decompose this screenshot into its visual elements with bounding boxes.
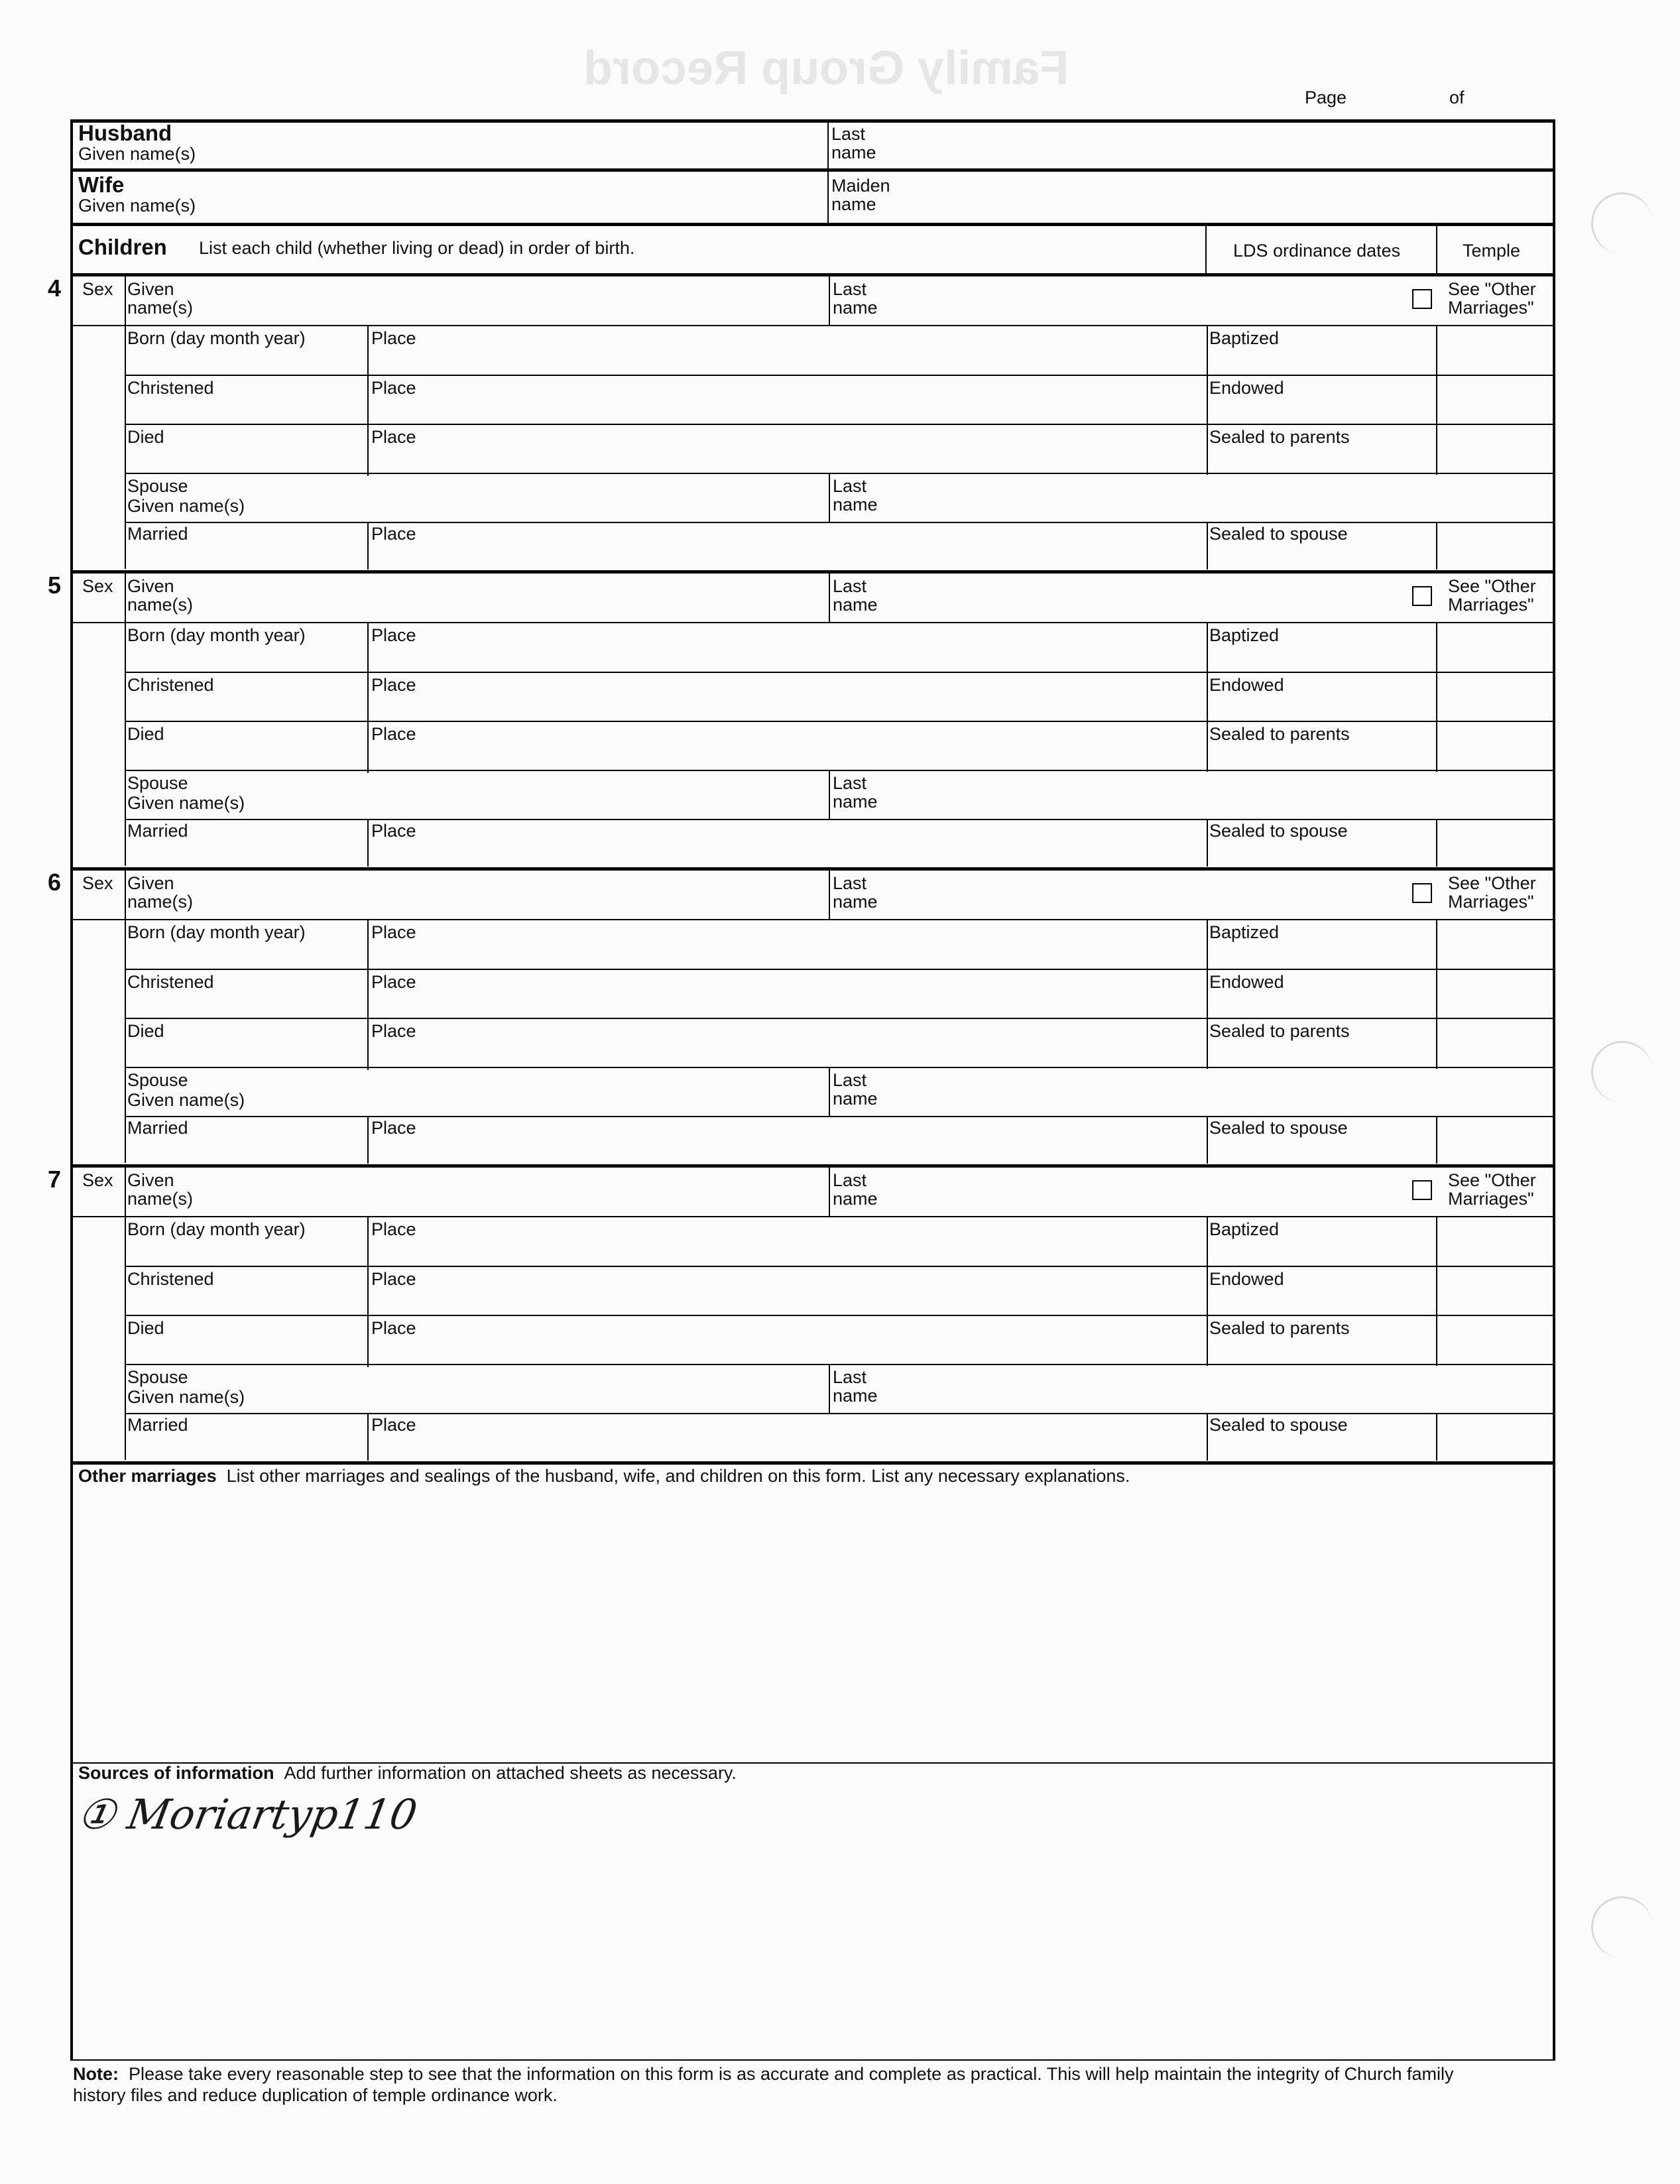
sealed-spouse-temple-field[interactable]	[1440, 1416, 1550, 1458]
column-line	[829, 473, 830, 522]
row-line	[125, 1315, 1555, 1316]
note-line2: history files and reduce duplication of temple ordinance work.	[73, 2085, 558, 2105]
sealed-spouse-date-field[interactable]	[1211, 544, 1433, 567]
born-place-field[interactable]	[420, 1240, 1200, 1264]
place-label: Place	[371, 378, 416, 398]
sealed-to-parents-label: Sealed to parents	[1209, 1021, 1350, 1041]
column-line	[1207, 1116, 1208, 1164]
place-label: Place	[371, 1219, 416, 1239]
see-other-marriages-checkbox[interactable]	[1412, 289, 1432, 309]
spouse-given-label: Given name(s)	[127, 496, 245, 516]
sealed-spouse-date-field[interactable]	[1211, 1435, 1433, 1458]
child-top-rule	[70, 1164, 1555, 1168]
died-date-field[interactable]	[129, 1042, 365, 1065]
married-date-field[interactable]	[129, 544, 365, 567]
spouse-last-label: Last	[833, 476, 867, 496]
column-line	[125, 1164, 126, 1460]
see-other-marriages-label-2: Marriages"	[1448, 892, 1534, 912]
last-label-2: name	[833, 1189, 878, 1209]
died-date-field[interactable]	[129, 745, 365, 768]
row-line	[125, 919, 1555, 920]
christened-date-field[interactable]	[129, 993, 365, 1016]
spouse-given-label: Given name(s)	[127, 793, 245, 813]
born-date-field[interactable]	[129, 1240, 365, 1264]
spouse-given-name-field[interactable]	[257, 1368, 822, 1410]
baptized-date-field[interactable]	[1211, 349, 1433, 373]
note-label: Note:	[73, 2064, 119, 2084]
see-other-marriages-label-2: Marriages"	[1448, 595, 1534, 615]
given-label-2: name(s)	[127, 298, 194, 318]
place-label: Place	[371, 821, 416, 841]
born-label: Born (day month year)	[127, 922, 306, 942]
column-line	[1207, 325, 1208, 475]
other-marriages-instruction: List other marriages and sealings of the husband, wife, and children on this form. List any necessary explanations.	[226, 1466, 1130, 1486]
column-line	[1207, 919, 1208, 1069]
christened-label: Christened	[127, 972, 214, 992]
died-label: Died	[127, 1318, 164, 1338]
spouse-last-label-2: name	[833, 1089, 878, 1109]
wife-top-rule	[70, 168, 1555, 172]
baptized-temple-field[interactable]	[1440, 1219, 1550, 1262]
see-other-marriages-label-2: Marriages"	[1448, 1189, 1534, 1209]
of-label: of	[1449, 88, 1465, 107]
spouse-given-name-field[interactable]	[257, 774, 822, 816]
baptized-date-field[interactable]	[1211, 1240, 1433, 1264]
given-label: Given	[127, 873, 174, 893]
spouse-last-name-field[interactable]	[888, 1071, 1549, 1113]
column-line	[367, 1413, 369, 1461]
married-place-field[interactable]	[420, 1435, 1200, 1458]
divider	[1436, 224, 1437, 273]
wife-maiden-label-2: name	[831, 194, 876, 214]
endowed-temple-field[interactable]	[1440, 674, 1550, 718]
column-line	[367, 819, 369, 867]
baptized-temple-field[interactable]	[1440, 922, 1550, 965]
form-left-border	[70, 119, 73, 2061]
last-label: Last	[833, 279, 867, 299]
spouse-last-name-field[interactable]	[888, 1368, 1549, 1410]
sex-label: Sex	[82, 279, 113, 299]
divider	[1205, 224, 1207, 273]
row-line	[125, 325, 1555, 326]
sealed-spouse-date-field[interactable]	[1211, 841, 1433, 864]
row-line	[125, 819, 1555, 820]
place-label: Place	[371, 972, 416, 992]
row-line	[125, 770, 1555, 771]
column-line	[367, 1216, 369, 1367]
christened-place-field[interactable]	[420, 398, 1200, 422]
other-marriages-title: Other marriages	[78, 1466, 217, 1486]
column-line	[367, 1116, 369, 1164]
endowed-date-field[interactable]	[1211, 398, 1433, 422]
sealed-spouse-temple-field[interactable]	[1440, 821, 1550, 864]
given-label: Given	[127, 279, 174, 299]
christened-date-field[interactable]	[129, 398, 365, 422]
column-line	[1436, 622, 1437, 772]
column-line	[1207, 522, 1208, 570]
column-line	[1207, 819, 1208, 867]
sources-field[interactable]	[78, 1856, 1549, 2049]
column-line	[829, 1364, 830, 1413]
column-line	[829, 273, 830, 325]
row-line	[125, 622, 1555, 623]
given-label-2: name(s)	[127, 892, 194, 912]
place-label: Place	[371, 427, 416, 447]
died-label: Died	[127, 427, 164, 447]
christened-label: Christened	[127, 675, 214, 695]
born-date-field[interactable]	[129, 646, 365, 670]
sealed-parents-date-field[interactable]	[1211, 1339, 1433, 1363]
last-label-2: name	[833, 298, 878, 318]
place-label: Place	[371, 1021, 416, 1041]
born-place-field[interactable]	[420, 646, 1200, 670]
died-date-field[interactable]	[129, 448, 365, 471]
child-given-name-field[interactable]	[237, 1170, 822, 1213]
place-label: Place	[371, 1269, 416, 1289]
husband-last-label-2: name	[831, 143, 876, 162]
see-other-marriages-checkbox[interactable]	[1412, 586, 1432, 606]
see-other-marriages-checkbox[interactable]	[1412, 883, 1432, 903]
died-place-field[interactable]	[420, 745, 1200, 768]
column-line	[1436, 1216, 1437, 1366]
endowed-temple-field[interactable]	[1440, 377, 1550, 421]
row-line	[125, 1364, 1555, 1365]
children-top-rule	[70, 223, 1555, 226]
column-line	[829, 1067, 830, 1116]
column-line	[1436, 819, 1437, 867]
spouse-given-label: Given name(s)	[127, 1387, 245, 1407]
child-number: 5	[48, 572, 62, 599]
born-place-field[interactable]	[420, 943, 1200, 967]
sealed-parents-temple-field[interactable]	[1440, 1020, 1550, 1064]
spouse-last-name-field[interactable]	[888, 477, 1549, 519]
children-title: Children	[78, 235, 167, 259]
last-label: Last	[833, 873, 867, 893]
last-label: Last	[833, 1170, 867, 1190]
husband-title: Husband	[78, 121, 172, 145]
born-place-field[interactable]	[420, 349, 1200, 373]
row-line	[125, 672, 1555, 673]
married-label: Married	[127, 1118, 188, 1138]
christened-place-field[interactable]	[420, 993, 1200, 1016]
row-line	[125, 522, 1555, 523]
row-line	[125, 1116, 1555, 1117]
punch-hole	[1591, 192, 1653, 254]
child-given-name-field[interactable]	[237, 873, 822, 916]
place-label: Place	[371, 675, 416, 695]
spouse-last-label: Last	[833, 1367, 867, 1387]
spouse-label: Spouse	[127, 1367, 188, 1387]
wife-title: Wife	[78, 172, 125, 197]
married-label: Married	[127, 821, 188, 841]
baptized-date-field[interactable]	[1211, 646, 1433, 670]
spouse-given-name-field[interactable]	[257, 1071, 822, 1113]
born-date-field[interactable]	[129, 943, 365, 967]
place-label: Place	[371, 524, 416, 544]
sex-box-bottom	[70, 622, 125, 623]
last-label: Last	[833, 576, 867, 596]
row-line	[125, 969, 1555, 970]
husband-last-label: Last	[831, 124, 866, 144]
sealed-parents-temple-field[interactable]	[1440, 723, 1550, 767]
spouse-label: Spouse	[127, 773, 188, 793]
column-line	[829, 770, 830, 819]
born-label: Born (day month year)	[127, 328, 306, 348]
sex-label: Sex	[82, 576, 113, 596]
married-label: Married	[127, 1415, 188, 1435]
page-label: Page	[1305, 88, 1347, 107]
sealed-spouse-temple-field[interactable]	[1440, 1119, 1550, 1161]
spouse-last-label: Last	[833, 773, 867, 793]
sealed-parents-date-field[interactable]	[1211, 745, 1433, 768]
form-bottom-border	[70, 2059, 1555, 2061]
endowed-date-field[interactable]	[1211, 696, 1433, 719]
spouse-last-label-2: name	[833, 792, 878, 812]
endowed-date-field[interactable]	[1211, 993, 1433, 1016]
background-watermark: Family Group Record	[583, 42, 1069, 95]
married-place-field[interactable]	[420, 1138, 1200, 1161]
last-label-2: name	[833, 595, 878, 615]
spouse-given-label: Given name(s)	[127, 1090, 245, 1110]
column-line	[367, 622, 369, 773]
died-place-field[interactable]	[420, 448, 1200, 471]
child-number: 4	[48, 274, 62, 302]
spouse-label: Spouse	[127, 1070, 188, 1090]
sealed-to-parents-label: Sealed to parents	[1209, 724, 1350, 744]
form-right-border	[1553, 119, 1555, 2061]
endowed-label: Endowed	[1209, 972, 1284, 992]
other-marriages-field[interactable]	[78, 1492, 1549, 1757]
row-line	[125, 375, 1555, 376]
died-place-field[interactable]	[420, 1042, 1200, 1065]
married-label: Married	[127, 524, 188, 544]
row-line	[125, 1067, 1555, 1068]
row-line	[125, 1266, 1555, 1267]
sealed-spouse-date-field[interactable]	[1211, 1138, 1433, 1161]
endowed-label: Endowed	[1209, 378, 1284, 398]
married-place-field[interactable]	[420, 841, 1200, 864]
last-label-2: name	[833, 892, 878, 912]
see-other-marriages-label: See "Other	[1448, 1170, 1536, 1190]
christened-date-field[interactable]	[129, 1290, 365, 1313]
row-line	[125, 1413, 1555, 1414]
endowed-date-field[interactable]	[1211, 1290, 1433, 1313]
child-given-name-field[interactable]	[237, 278, 822, 322]
punch-hole	[1591, 1041, 1653, 1103]
sealed-spouse-temple-field[interactable]	[1440, 524, 1550, 567]
child-top-rule	[70, 570, 1555, 574]
baptized-temple-field[interactable]	[1440, 625, 1550, 668]
divider	[827, 121, 829, 168]
baptized-label: Baptized	[1209, 1219, 1280, 1239]
given-label-2: name(s)	[127, 595, 194, 615]
born-label: Born (day month year)	[127, 1219, 306, 1239]
column-line	[367, 919, 369, 1070]
sealed-to-spouse-label: Sealed to spouse	[1209, 1415, 1348, 1435]
see-other-marriages-label-2: Marriages"	[1448, 298, 1534, 318]
child-top-rule	[70, 867, 1555, 871]
child-number: 6	[48, 869, 62, 896]
divider	[827, 170, 829, 223]
sources-instruction: Add further information on attached sheets as necessary.	[284, 1763, 737, 1783]
punch-hole	[1591, 1896, 1653, 1958]
column-line	[1436, 522, 1437, 570]
endowed-temple-field[interactable]	[1440, 971, 1550, 1015]
child-last-name-field[interactable]	[888, 1170, 1399, 1213]
endowed-temple-field[interactable]	[1440, 1268, 1550, 1312]
column-line	[125, 570, 126, 866]
child-last-name-field[interactable]	[888, 278, 1399, 322]
column-line	[1436, 325, 1437, 475]
christened-label: Christened	[127, 1269, 214, 1289]
place-label: Place	[371, 1415, 416, 1435]
child-number: 7	[48, 1166, 62, 1193]
column-line	[367, 522, 369, 570]
born-date-field[interactable]	[129, 349, 365, 373]
handwritten-source-entry: ① Moriartyp110	[74, 1790, 421, 1839]
spouse-label: Spouse	[127, 476, 188, 496]
born-label: Born (day month year)	[127, 625, 306, 645]
married-date-field[interactable]	[129, 1435, 365, 1458]
spouse-last-label-2: name	[833, 1386, 878, 1406]
spouse-last-label-2: name	[833, 495, 878, 515]
row-line	[125, 1018, 1555, 1019]
column-line	[829, 570, 830, 622]
died-label: Died	[127, 1021, 164, 1041]
husband-given-label: Given name(s)	[78, 144, 196, 164]
sealed-parents-date-field[interactable]	[1211, 448, 1433, 471]
given-label-2: name(s)	[127, 1189, 194, 1209]
column-line	[1436, 1116, 1437, 1164]
died-label: Died	[127, 724, 164, 744]
spouse-given-name-field[interactable]	[257, 477, 822, 519]
died-date-field[interactable]	[129, 1339, 365, 1363]
lds-ordinance-label: LDS ordinance dates	[1233, 241, 1401, 261]
child-top-rule	[70, 273, 1555, 276]
other-marriages-top-rule	[70, 1461, 1555, 1465]
spouse-last-name-field[interactable]	[888, 774, 1549, 816]
column-line	[829, 867, 830, 919]
baptized-date-field[interactable]	[1211, 943, 1433, 967]
sealed-to-parents-label: Sealed to parents	[1209, 1318, 1350, 1338]
see-other-marriages-label: See "Other	[1448, 576, 1536, 596]
sex-box-bottom	[70, 1216, 125, 1217]
sex-box-bottom	[70, 325, 125, 326]
baptized-temple-field[interactable]	[1440, 328, 1550, 371]
married-place-field[interactable]	[420, 544, 1200, 567]
married-date-field[interactable]	[129, 1138, 365, 1161]
column-line	[125, 273, 126, 569]
married-date-field[interactable]	[129, 841, 365, 864]
column-line	[1207, 622, 1208, 772]
column-line	[125, 867, 126, 1163]
spouse-last-label: Last	[833, 1070, 867, 1090]
column-line	[1436, 919, 1437, 1069]
endowed-label: Endowed	[1209, 675, 1284, 695]
place-label: Place	[371, 328, 416, 348]
column-line	[1207, 1216, 1208, 1366]
child-given-name-field[interactable]	[237, 576, 822, 619]
sex-label: Sex	[82, 873, 113, 893]
sealed-to-spouse-label: Sealed to spouse	[1209, 1118, 1348, 1138]
row-line	[125, 473, 1555, 474]
place-label: Place	[371, 1318, 416, 1338]
column-line	[1207, 1413, 1208, 1461]
place-label: Place	[371, 724, 416, 744]
given-label: Given	[127, 576, 174, 596]
christened-date-field[interactable]	[129, 696, 365, 719]
see-other-marriages-checkbox[interactable]	[1412, 1180, 1432, 1200]
place-label: Place	[371, 625, 416, 645]
row-line	[125, 721, 1555, 722]
sources-title: Sources of information	[78, 1763, 274, 1783]
baptized-label: Baptized	[1209, 922, 1280, 942]
sealed-parents-temple-field[interactable]	[1440, 1317, 1550, 1361]
christened-place-field[interactable]	[420, 696, 1200, 719]
place-label: Place	[371, 1118, 416, 1138]
sealed-to-spouse-label: Sealed to spouse	[1209, 524, 1348, 544]
sealed-parents-date-field[interactable]	[1211, 1042, 1433, 1065]
see-other-marriages-label: See "Other	[1448, 873, 1536, 893]
sex-label: Sex	[82, 1170, 113, 1190]
wife-maiden-label: Maiden	[831, 176, 890, 196]
column-line	[829, 1164, 830, 1216]
wife-given-label: Given name(s)	[78, 196, 196, 215]
children-instruction: List each child (whether living or dead) in order of birth.	[199, 238, 635, 258]
baptized-label: Baptized	[1209, 625, 1280, 645]
row-line	[125, 1216, 1555, 1217]
note-line1: Please take every reasonable step to see that the information on this form is as accurate and complete as practical. This will help maintain the integrity of Church family	[129, 2064, 1454, 2084]
husband-top-rule	[70, 119, 1555, 123]
temple-label: Temple	[1463, 241, 1521, 261]
place-label: Place	[371, 922, 416, 942]
sex-box-bottom	[70, 919, 125, 920]
column-line	[367, 325, 369, 476]
died-place-field[interactable]	[420, 1339, 1200, 1363]
given-label: Given	[127, 1170, 174, 1190]
christened-label: Christened	[127, 378, 214, 398]
baptized-label: Baptized	[1209, 328, 1280, 348]
child-last-name-field[interactable]	[888, 873, 1399, 916]
see-other-marriages-label: See "Other	[1448, 279, 1536, 299]
christened-place-field[interactable]	[420, 1290, 1200, 1313]
sealed-to-parents-label: Sealed to parents	[1209, 427, 1350, 447]
column-line	[1436, 1413, 1437, 1461]
sealed-parents-temple-field[interactable]	[1440, 426, 1550, 470]
sealed-to-spouse-label: Sealed to spouse	[1209, 821, 1348, 841]
child-last-name-field[interactable]	[888, 576, 1399, 619]
row-line	[125, 424, 1555, 425]
endowed-label: Endowed	[1209, 1269, 1284, 1289]
